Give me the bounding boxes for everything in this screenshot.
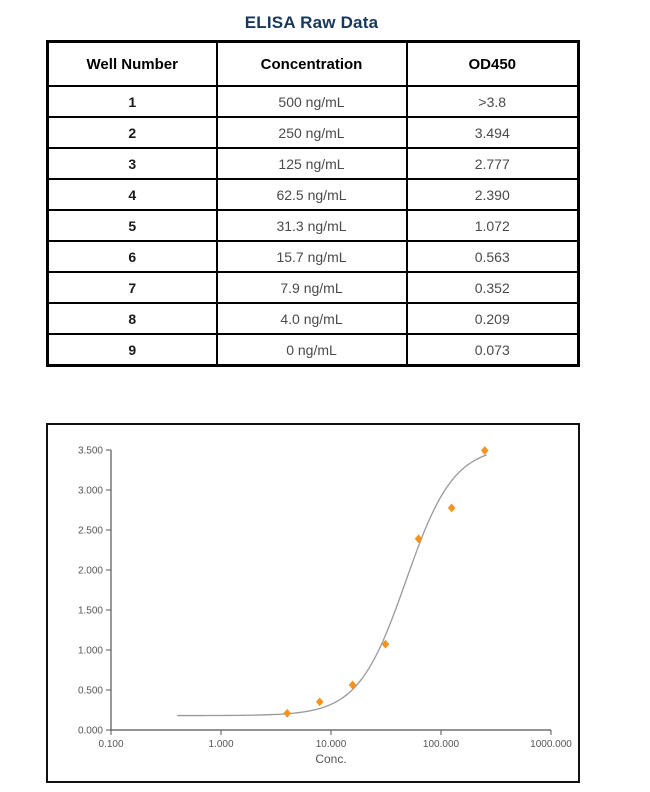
cell-well-number: 9 <box>48 334 217 366</box>
x-tick-label: 10.000 <box>315 739 347 750</box>
x-tick-label: 1.000 <box>208 739 234 750</box>
table-row <box>48 272 579 303</box>
table-row <box>48 86 579 117</box>
fit-curve <box>177 455 486 716</box>
table-row <box>48 179 579 210</box>
table-row <box>48 241 579 272</box>
table-header-row <box>48 42 579 87</box>
cell-concentration: 7.9 ng/mL <box>217 272 407 303</box>
cell-concentration: 62.5 ng/mL <box>217 179 407 210</box>
table-row <box>48 210 579 241</box>
cell-concentration: 125 ng/mL <box>217 148 407 179</box>
data-point-diamond <box>316 697 324 706</box>
table-row <box>48 117 579 148</box>
table-body <box>48 86 579 366</box>
y-tick-label: 1.500 <box>77 605 103 617</box>
cell-od450: 2.777 <box>407 148 579 179</box>
cell-concentration: 15.7 ng/mL <box>217 241 407 272</box>
col-header-od450: OD450 <box>407 42 579 87</box>
cell-well-number: 3 <box>48 148 217 179</box>
x-tick-label: 0.100 <box>98 739 124 750</box>
cell-od450: 2.390 <box>407 179 579 210</box>
cell-od450: 3.494 <box>407 117 579 148</box>
table-row <box>48 148 579 179</box>
cell-concentration: 31.3 ng/mL <box>217 210 407 241</box>
cell-concentration: 500 ng/mL <box>217 86 407 117</box>
cell-od450: 0.352 <box>407 272 579 303</box>
x-axis-title: Conc. <box>315 752 347 766</box>
cell-well-number: 6 <box>48 241 217 272</box>
y-tick-label: 0.000 <box>77 725 103 737</box>
cell-od450: 0.563 <box>407 241 579 272</box>
cell-well-number: 7 <box>48 272 217 303</box>
data-point-diamond <box>448 503 456 512</box>
chart-container <box>46 423 580 783</box>
elisa-raw-data-table <box>46 40 580 367</box>
cell-well-number: 4 <box>48 179 217 210</box>
y-tick-label: 1.000 <box>77 645 103 657</box>
cell-od450: 0.209 <box>407 303 579 334</box>
data-point-diamond <box>349 681 357 690</box>
x-tick-label: 1000.000 <box>530 739 572 750</box>
cell-well-number: 8 <box>48 303 217 334</box>
cell-od450: 0.073 <box>407 334 579 366</box>
cell-concentration: 250 ng/mL <box>217 117 407 148</box>
data-point-diamond <box>283 709 291 718</box>
dose-response-chart <box>48 425 574 777</box>
x-tick-label: 100.000 <box>422 739 460 750</box>
cell-concentration: 4.0 ng/mL <box>217 303 407 334</box>
table-header <box>48 42 579 87</box>
col-header-concentration: Concentration <box>217 42 407 87</box>
col-header-well-number: Well Number <box>48 42 217 87</box>
cell-concentration: 0 ng/mL <box>217 334 407 366</box>
y-tick-label: 2.500 <box>77 525 103 537</box>
cell-well-number: 5 <box>48 210 217 241</box>
y-tick-label: 0.500 <box>77 685 103 697</box>
cell-od450: 1.072 <box>407 210 579 241</box>
cell-well-number: 2 <box>48 117 217 148</box>
data-point-diamond <box>415 534 423 543</box>
cell-od450: >3.8 <box>407 86 579 117</box>
y-tick-label: 3.000 <box>77 485 103 497</box>
table-row <box>48 334 579 366</box>
data-point-diamond <box>481 446 489 455</box>
page-title: ELISA Raw Data <box>244 13 379 32</box>
y-tick-label: 3.500 <box>77 445 103 457</box>
y-tick-label: 2.000 <box>77 565 103 577</box>
cell-well-number: 1 <box>48 86 217 117</box>
table-row <box>48 303 579 334</box>
